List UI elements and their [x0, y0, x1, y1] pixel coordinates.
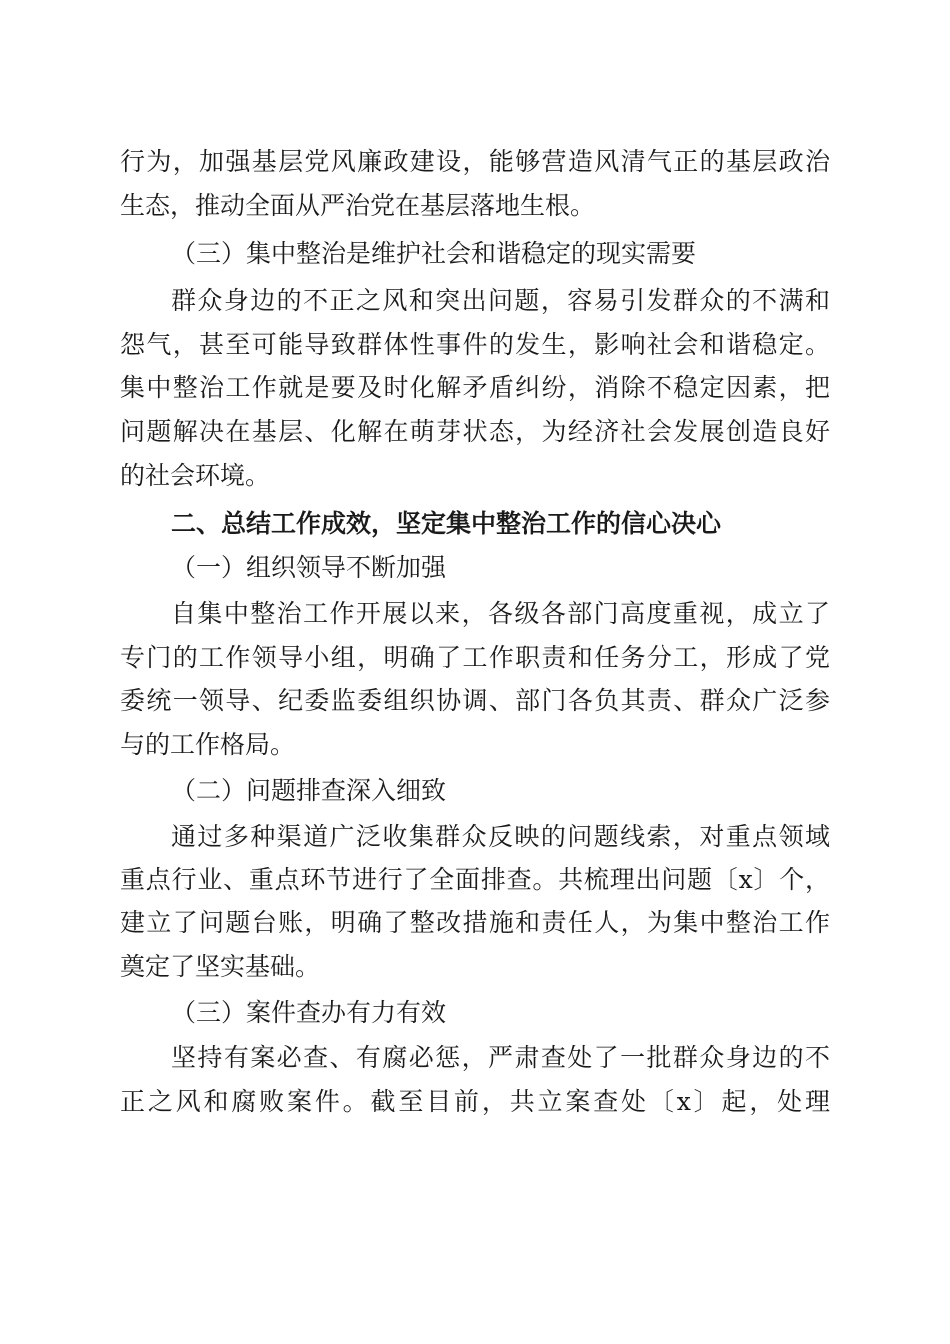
- paragraph-line: 坚持有案必查、有腐必惩，严肃查处了一批群众身边的不: [171, 1043, 830, 1072]
- paragraph-line: 怨气，甚至可能导致群体性事件的发生，影响社会和谐稳定。: [120, 330, 830, 359]
- section-subheading: （一）组织领导不断加强: [171, 553, 447, 582]
- section-heading: 二、总结工作成效，坚定集中整治工作的信心决心: [171, 509, 722, 538]
- section-subheading: （三）案件查办有力有效: [171, 998, 447, 1027]
- paragraph-line: 与的工作格局。: [120, 730, 296, 759]
- paragraph-line: 问题解决在基层、化解在萌芽状态，为经济社会发展创造良好: [120, 417, 830, 446]
- paragraph-line: 奠定了坚实基础。: [120, 952, 321, 981]
- paragraph-line: 集中整治工作就是要及时化解矛盾纠纷，消除不稳定因素，把: [120, 373, 830, 402]
- paragraph-line: 通过多种渠道广泛收集群众反映的问题线索，对重点领域: [171, 822, 830, 851]
- paragraph-line: 重点行业、重点环节进行了全面排查。共梳理出问题〔x〕个，: [120, 865, 830, 894]
- paragraph-line: 自集中整治工作开展以来，各级各部门高度重视，成立了: [171, 599, 830, 628]
- paragraph-line: 委统一领导、纪委监委组织协调、部门各负其责、群众广泛参: [120, 686, 830, 715]
- paragraph-line: 群众身边的不正之风和突出问题，容易引发群众的不满和: [171, 286, 830, 315]
- paragraph-line: 行为，加强基层党风廉政建设，能够营造风清气正的基层政治: [120, 147, 830, 176]
- paragraph-line: 的社会环境。: [120, 461, 271, 490]
- section-subheading: （三）集中整治是维护社会和谐稳定的现实需要: [171, 239, 697, 268]
- paragraph-line: 专门的工作领导小组，明确了工作职责和任务分工，形成了党: [120, 643, 830, 672]
- section-subheading: （二）问题排查深入细致: [171, 776, 447, 805]
- paragraph-line: 正之风和腐败案件。截至目前，共立案查处〔x〕起，处理: [120, 1087, 830, 1116]
- paragraph-line: 建立了问题台账，明确了整改措施和责任人，为集中整治工作: [120, 908, 830, 937]
- paragraph-line: 生态，推动全面从严治党在基层落地生根。: [120, 191, 596, 220]
